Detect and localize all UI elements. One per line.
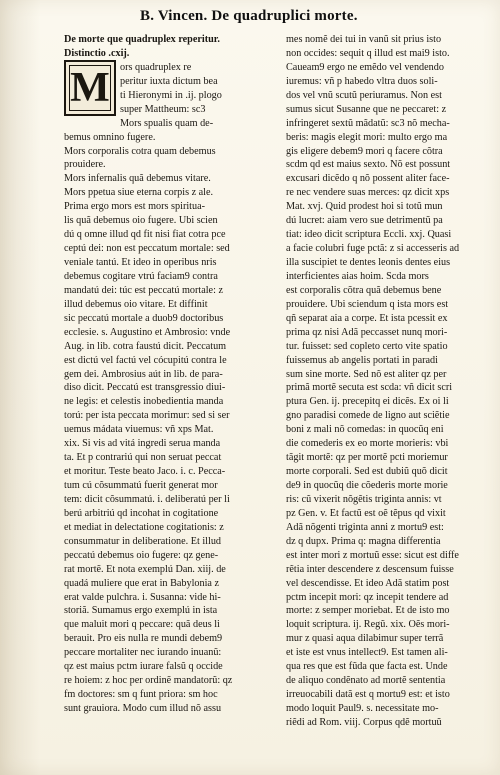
text-line: irreuocabili datã est q mortu9 est: et isto xyxy=(286,689,450,701)
text-line: super Mattheum: sc3 xyxy=(120,103,206,115)
text-line: interficientes aias hoim. Scda mors xyxy=(286,270,429,282)
text-line: die comederis ex eo morte morieris: vbi xyxy=(286,438,449,450)
gutter-shadow xyxy=(0,0,40,775)
text-line: vel descendisse. Et ideo Adã statim post xyxy=(286,577,450,589)
text-line: uemus mádata viuemus: vñ xps Mat. xyxy=(64,424,214,436)
text-line: illa suscipiet te dentes leonis dentes eius xyxy=(286,257,451,268)
text-line: rat mortẽ. Et nota exemplú Dan. xiij. de xyxy=(64,563,226,575)
text-line: et moritur. Teste beato Jaco. i. c. Pecca- xyxy=(64,466,226,478)
text-line: que maluit mori q peccare: quã deus li xyxy=(64,619,220,631)
text-line: quadá muliere que erat in Babylonia z xyxy=(64,577,220,589)
text-line: ris: cũ vixerit nõgẽtis triginta annis: vt xyxy=(286,493,442,505)
decorated-initial xyxy=(64,60,116,116)
text-line: qz est maius pctm iurare falsũ q occide xyxy=(64,661,223,673)
text-line: sumus sicut Susanne que ne peccaret: z xyxy=(286,103,447,115)
text-line: et mediat in delectatione cogitationis: z xyxy=(64,521,224,533)
text-line: est dictú vel factú vel cócupitú contra le xyxy=(64,354,227,366)
text-line: Adã nõgenti triginta anni z mortu9 est: xyxy=(286,521,444,533)
text-line: tum cú cõsummatú fuerit generat mor xyxy=(64,480,218,491)
text-line: tãgit mortẽ: qz per mortẽ pcti moriemur xyxy=(286,452,448,464)
text-line: prima qz nisi Adã peccasset nunq mori- xyxy=(286,326,448,338)
text-line: gem dei. Ambrosius aút in lib. de para- xyxy=(64,368,223,380)
text-line: qñ separat aia a corpe. Et ista pcessit ex xyxy=(286,312,448,324)
text-line: berú arbitriú qd incohat in cogitatione xyxy=(64,507,219,519)
text-line: Mors ppetua siue eterna corpis z ale. xyxy=(64,187,214,199)
text-line: bemus omnino fugere. xyxy=(64,131,156,143)
running-head: B. Vincen. De quadruplici morte. xyxy=(140,8,358,24)
text-line: pctm incepit mori: qz incepit tendere ad xyxy=(286,591,449,603)
text-line: illud debemus oio vitare. Et diffinit xyxy=(64,298,208,310)
left-text-column xyxy=(64,33,270,749)
text-line: re hoiem: z hoc per ordinẽ mandatorũ: qz xyxy=(64,675,233,687)
text-line: a facie colubri fuge pctã: z si accesseris ad xyxy=(286,243,460,255)
text-line: ors quadruplex re xyxy=(120,61,192,73)
text-line: excusari dicẽdo q nõ possent aliter face- xyxy=(286,173,450,185)
text-line: gno paradisi comede de ligno aut sciẽtie xyxy=(286,410,450,422)
text-line: mur z quasi aqua dilabimur super terrã xyxy=(286,633,444,645)
text-line: xix. Si vis ad vitá ingredi serua manda xyxy=(64,438,221,450)
text-line: Prima ergo mors est mors spiritua- xyxy=(64,201,206,213)
text-line: diso dicit. Peccatú est transgressio diui- xyxy=(64,382,226,394)
text-line: dú q omne illud qd fit nisi fiat cotra pce xyxy=(64,229,226,241)
text-line: ne legis: et celestis inobedientia manda xyxy=(64,396,224,408)
text-line: qua res que est fũda que facta est. Unde xyxy=(286,661,448,673)
text-line: pz Gen. v. Et factũ est oẽ tẽpus qd vixit xyxy=(286,507,446,519)
text-line: peccare mortaliter nec iurando inuanũ: xyxy=(64,647,222,659)
text-line: sic peccatú mortale a duob9 doctoribus xyxy=(64,312,224,324)
text-line: loquit scriptura. ij. Regũ. xix. Oẽs mori- xyxy=(286,619,450,631)
text-line: consummatur in deliberatione. Et illud xyxy=(64,535,222,547)
text-line: peccatú debemus oio fugere: qz gene- xyxy=(64,549,219,561)
text-line: fm doctores: sm q funt priora: sm hoc xyxy=(64,689,218,701)
text-line: Mors corporalis cotra quam debemus xyxy=(64,145,216,157)
text-line: sum sine morte. Sed nõ est aliter qz per xyxy=(286,368,447,380)
text-line: de aliquo condẽnato ad mortẽ sententia xyxy=(286,675,446,687)
text-line: dz q dupx. Prima q: magna differentia xyxy=(286,535,441,547)
text-line: boni z mali nõ comedas: in quocũq eni xyxy=(286,424,444,436)
text-line: rẽtia inter descendere z descensum fuisse xyxy=(286,563,454,575)
text-line: scdm qd est maius sexto. Nõ est possunt xyxy=(286,159,451,171)
text-line: peritur iuxta dictum bea xyxy=(120,75,218,87)
text-line: de9 in quocũq die cõederis morte morie xyxy=(286,480,448,491)
text-line: est corporalis cõtra quã debemus bene xyxy=(286,284,442,296)
text-line: et iste est vnus intellect9. Est tamen ali- xyxy=(286,647,448,659)
text-line: riẽdi ad Rom. viij. Corpus qdẽ mortuũ xyxy=(286,716,442,728)
text-line: primã mortẽ secuta est scda: vñ dicit scri xyxy=(286,382,453,394)
text-line: storiã. Sumamus ergo exemplú in ista xyxy=(64,605,218,617)
text-line: iuremus: vñ p habedo vltra duos soli- xyxy=(286,75,438,87)
text-line: tiat: ideo dicit scriptura Eccli. xxj. Quasi xyxy=(286,229,452,241)
text-line: re nec vendere suas merces: qz dicit xps xyxy=(286,187,450,199)
right-text-column xyxy=(286,33,492,749)
text-line: Distinctio .cxij. xyxy=(64,47,130,59)
text-line: infringeret sextũ mãdatũ: sc3 nõ mecha- xyxy=(286,117,450,129)
text-line: Mat. xvj. Quid prodest hoi si totũ mun xyxy=(286,201,443,213)
text-line: torú: per ista peccata morimur: sed si ser xyxy=(64,410,230,422)
text-line: Mors infernalis quã debemus vitare. xyxy=(64,173,211,185)
text-line: lis quã debemus oio fugere. Ubi scien xyxy=(64,215,218,227)
text-line: De morte que quadruplex reperitur. xyxy=(64,34,220,45)
text-line: dos vel vnũ scutũ periuramus. Non est xyxy=(286,89,442,101)
text-line: fuissemus ab angelis portati in paradi xyxy=(286,354,438,366)
text-line: gis eligere debem9 mori q facere cõtra xyxy=(286,145,443,157)
text-line: ta. Et p contrariú qui non seruat peccat xyxy=(64,452,222,464)
initial-letter: M xyxy=(70,65,110,111)
text-line: morte corporali. Sed est dubiũ quõ dicit xyxy=(286,466,448,478)
text-line: dú lucret: aiam vero sue detrimentũ pa xyxy=(286,215,443,227)
text-line: berauit. Pro eis nulla re mundi debem9 xyxy=(64,633,223,645)
text-line: veniale tantú. Et ideo in operibus nris xyxy=(64,257,217,268)
text-line: ecclesie. s. Augustino et Ambrosio: vnde xyxy=(64,326,231,338)
text-line: mandatú dei: túc est peccatú mortale: z xyxy=(64,284,223,296)
text-line: tem: dicit cõsummatú. i. deliberatú per li xyxy=(64,493,230,505)
text-line: est inter mori z mortuũ esse: sicut est diffe xyxy=(286,549,459,561)
text-line: Aug. in lib. cotra faustú dicit. Peccatum xyxy=(64,340,227,352)
text-line: debemus cogitare vtrú faciam9 contra xyxy=(64,270,218,282)
text-line: prouidere. Ubi sciendum q ista mors est xyxy=(286,298,449,310)
text-line: ceptú dei: non est peccatum mortale: sed xyxy=(64,243,230,255)
text-line: modo loquit Paul9. s. necessitate mo- xyxy=(286,703,439,714)
text-line: Mors spualis quam de- xyxy=(120,117,214,129)
text-line: prouidere. xyxy=(64,159,106,171)
text-line: mes nomẽ dei tui in vanũ sit prius isto xyxy=(286,34,442,45)
text-line: tur. fuisset: sed copleto certo vite spatio xyxy=(286,340,448,352)
text-line: sunt grauiora. Modo cum illud nõ assu xyxy=(64,703,222,714)
text-line: Caueam9 ergo ne emẽdo vel vendendo xyxy=(286,61,444,73)
text-line: morte: z semper moriebat. Et de isto mo xyxy=(286,605,450,617)
text-line: beris: magis elegit mori: multo ergo ma xyxy=(286,131,448,143)
text-line: non occides: sequit q illud est mai9 isto. xyxy=(286,47,450,59)
text-line: ptura Gen. ij. precepitq ei dicẽs. Ex oi li xyxy=(286,396,449,408)
text-line: erat valde pulchra. i. Susanna: vide hi- xyxy=(64,591,221,603)
text-line: ti Hieronymi in .ij. plogo xyxy=(120,89,222,101)
